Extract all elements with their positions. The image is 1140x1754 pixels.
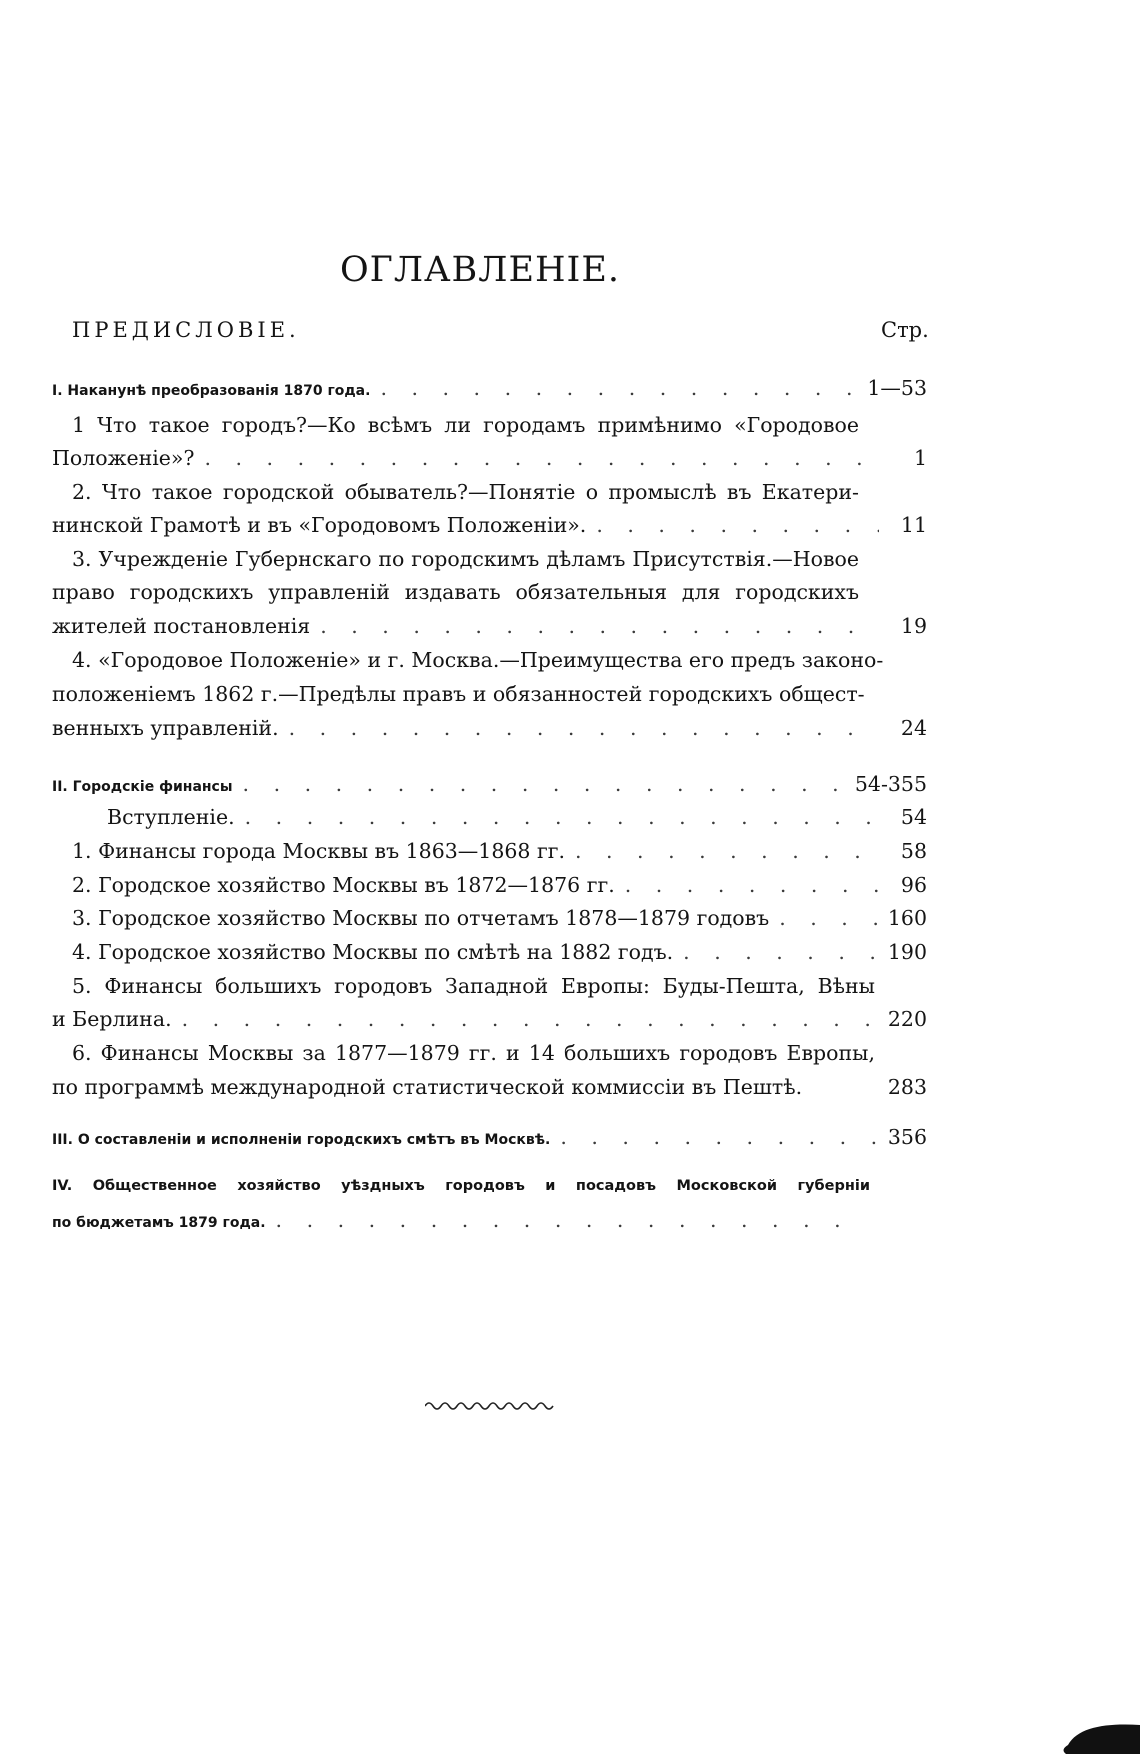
toc-entry-2-4-title: 4. Городское хозяйство Москвы по смѣтѣ на 1882 годъ. bbox=[72, 940, 674, 964]
toc-entry-1-4-page: 24 bbox=[900, 716, 927, 740]
toc-entry-2-5-page: 220 bbox=[887, 1007, 927, 1031]
toc-section-2-pages: 54-355 bbox=[854, 772, 927, 796]
page-title: ОГЛАВЛЕНІЕ. bbox=[339, 250, 621, 290]
toc-entry-2-5 bbox=[52, 1007, 927, 1039]
toc-entry-1-4 bbox=[52, 716, 927, 748]
toc-entry-2-intro bbox=[107, 805, 927, 837]
dot-leader bbox=[625, 873, 879, 897]
toc-entry-1-1-line2: Положеніе»? bbox=[52, 446, 195, 470]
dot-leader bbox=[182, 1007, 878, 1031]
corner-smudge-icon bbox=[1060, 1705, 1140, 1754]
toc-entry-2-1-title: 1. Финансы города Москвы въ 1863—1868 гг. bbox=[72, 839, 565, 863]
toc-section-4 bbox=[52, 1208, 860, 1240]
toc-entry-2-6 bbox=[52, 1075, 927, 1107]
toc-entry-2-1 bbox=[72, 839, 927, 871]
dot-leader bbox=[243, 772, 845, 796]
toc-entry-2-5-line2: и Берлина. bbox=[52, 1007, 172, 1031]
toc-entry-2-2 bbox=[72, 873, 927, 905]
preface-heading: ПРЕДИСЛОВІЕ. bbox=[72, 318, 300, 342]
toc-section-2 bbox=[52, 772, 927, 804]
toc-entry-1-3 bbox=[52, 614, 927, 646]
dot-leader bbox=[276, 1208, 850, 1232]
toc-entry-2-3-title: 3. Городское хозяйство Москвы по отчетамъ 1878—1879 годовъ bbox=[72, 906, 770, 930]
toc-section-1 bbox=[52, 376, 927, 408]
toc-entry-1-2-line2: нинской Грамотѣ и въ «Городовомъ Положеніи». bbox=[52, 513, 587, 537]
dot-leader bbox=[320, 614, 879, 638]
page-column-label: Стр. bbox=[881, 318, 929, 342]
toc-entry-1-3-line3: жителей постановленія bbox=[52, 614, 311, 638]
toc-section-3-page: 356 bbox=[887, 1125, 927, 1149]
toc-entry-2-4 bbox=[72, 940, 927, 972]
dot-leader bbox=[289, 716, 879, 740]
dot-leader bbox=[575, 839, 879, 863]
dot-leader bbox=[683, 940, 878, 964]
toc-entry-2-5-line1: 5. Финансы большихъ городовъ Западной Европы: Буды-Пешта, Вѣны bbox=[72, 974, 875, 998]
toc-section-4-line2: по бюджетамъ 1879 года. bbox=[52, 1215, 266, 1231]
toc-entry-1-3-line2: право городскихъ управленій издавать обязательныя для городскихъ bbox=[52, 580, 859, 604]
wavy-ornament-icon bbox=[425, 1400, 555, 1412]
toc-entry-2-3 bbox=[72, 906, 927, 938]
toc-section-3-title: III. О составленіи и исполненіи городскихъ смѣтъ въ Москвѣ. bbox=[52, 1132, 551, 1148]
dot-leader bbox=[779, 906, 878, 930]
toc-entry-1-2 bbox=[52, 513, 927, 545]
toc-entry-2-intro-title: Вступленіе. bbox=[107, 805, 235, 829]
toc-entry-2-2-page: 96 bbox=[900, 873, 927, 897]
toc-entry-2-6-page: 283 bbox=[887, 1075, 927, 1099]
toc-section-1-title: I. Наканунѣ преобразованія 1870 года. bbox=[52, 383, 371, 399]
dot-leader bbox=[204, 446, 879, 470]
toc-entry-1-1-page: 1 bbox=[913, 446, 927, 470]
dot-leader bbox=[596, 513, 879, 537]
toc-entry-2-1-page: 58 bbox=[900, 839, 927, 863]
toc-section-2-title: II. Городскіе финансы bbox=[52, 779, 233, 795]
toc-section-1-pages: 1—53 bbox=[867, 376, 927, 400]
toc-section-3 bbox=[52, 1125, 927, 1157]
toc-entry-1-2-page: 11 bbox=[900, 513, 927, 537]
dot-leader bbox=[560, 1125, 878, 1149]
toc-entry-1-1 bbox=[52, 446, 927, 478]
toc-section-4-line1: IV. Общественное хозяйство уѣздныхъ городовъ и посадовъ Московской губерніи bbox=[52, 1178, 870, 1194]
toc-entry-2-3-page: 160 bbox=[887, 906, 927, 930]
toc-entry-1-1-line1: 1 Что такое городъ?—Ко всѣмъ ли городамъ примѣнимо «Городовое bbox=[72, 413, 859, 437]
toc-entry-1-4-line2: положеніемъ 1862 г.—Предѣлы правъ и обязанностей городскихъ общест- bbox=[52, 682, 865, 706]
toc-entry-1-4-line3: венныхъ управленій. bbox=[52, 716, 279, 740]
dot-leader bbox=[245, 805, 879, 829]
toc-entry-1-3-line1: 3. Учрежденіе Губернскаго по городскимъ дѣламъ Присутствія.—Новое bbox=[72, 547, 859, 571]
toc-entry-2-4-page: 190 bbox=[887, 940, 927, 964]
toc-entry-2-6-line2: по программѣ международной статистической коммиссіи въ Пештѣ. bbox=[52, 1075, 803, 1099]
toc-entry-2-2-title: 2. Городское хозяйство Москвы въ 1872—1876 гг. bbox=[72, 873, 615, 897]
toc-entry-2-intro-page: 54 bbox=[900, 805, 927, 829]
toc-entry-2-6-line1: 6. Финансы Москвы за 1877—1879 гг. и 14 большихъ городовъ Европы, bbox=[72, 1041, 875, 1065]
toc-entry-1-2-line1: 2. Что такое городской обыватель?—Понятіе о промыслѣ въ Екатери- bbox=[72, 480, 859, 504]
dot-leader bbox=[380, 376, 857, 400]
toc-entry-1-3-page: 19 bbox=[900, 614, 927, 638]
toc-entry-1-4-line1: 4. «Городовое Положеніе» и г. Москва.—Преимущества его предъ законо- bbox=[72, 648, 884, 672]
